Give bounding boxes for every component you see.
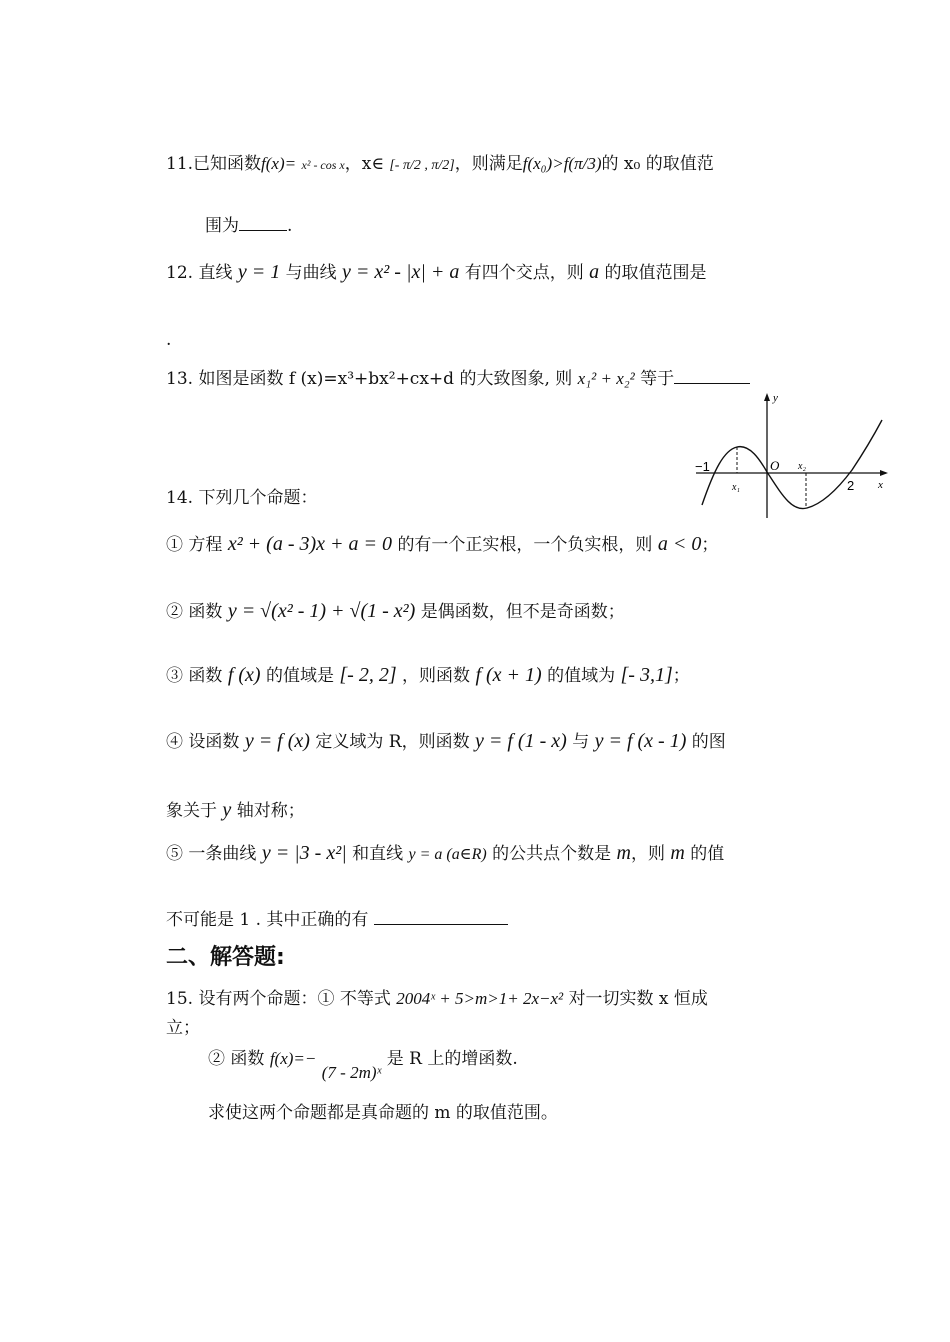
q14-p1-prefix: ① 方程 [166,535,223,555]
q12-var: a [589,261,600,283]
q11-line2 [205,218,292,235]
q14-p4-prefix: ④ 设函数 [166,732,240,752]
q14-p5-mid: 和直线 [352,844,404,864]
x-axis-label: x [878,479,883,491]
q14-p4-f3: y = f (x - 1) [594,730,687,752]
q15-ineq: 2004ˣ + 5>m>1+ 2x−x² [396,989,564,1008]
q14-p5 [166,843,724,863]
q14-p4-suffix: 的图 [691,732,726,752]
q14-p1-end: ； [701,535,719,555]
q14-p5-suffix: 的值 [690,844,725,864]
x-axis-arrow [880,470,888,476]
q12-suffix: 的取值范围是 [604,263,707,283]
q14-p5-prefix: ⑤ 一条曲线 [166,844,257,864]
q13-expr: x₁² + x₂² [577,369,635,388]
q12-prefix: 12. 直线 [166,263,233,283]
q14-p5-eq: y = |3 - x²| [261,842,347,864]
q14-p1-cond: a < 0 [657,533,702,555]
q11-cond: f(x₀)>f(π/3) [522,154,602,173]
q14-p5-m: m [616,842,631,864]
y-axis-label: y [773,392,778,404]
q12-mid: 与曲线 [285,263,337,283]
q14-p3-range2: [- 3,1] [620,664,673,686]
q14-p3-mid: 的值域是 [265,666,334,686]
q14-p4-mid: 定义域为 R，则函数 [315,732,470,752]
q15-p2-fx: f(x)=− [269,1049,317,1068]
q13-text: 13. 如图是函数 f (x)=x³+bx²+cx+d 的大致图象, 则 [166,369,573,389]
q11-answer-blank[interactable] [239,229,287,231]
q12-curve-eq: y = x² - |x| + a [342,261,460,283]
q11-expr: x² - cos x [301,158,345,172]
q11-end: . [287,216,293,236]
q15-p2-prefix: ② 函数 [208,1049,265,1069]
q14-p4-line2-a: 象关于 [166,801,217,821]
section2-heading: 二、解答题: [166,945,285,970]
q14-p5-eq2: y = a (a∈R) [408,846,487,863]
q15-line2: 立； [166,1018,200,1038]
q11-prefix: 11.已知函数 [166,154,262,174]
q11-line2-text: 围为 [205,216,239,236]
q14-p5-mid3: ，则 [630,844,665,864]
q13-line [166,370,750,388]
q14-p3-f: f (x) [227,664,261,686]
q14-p4-line2-b: 轴对称； [236,801,305,821]
q12-line-eq: y = 1 [237,261,281,283]
q14-p3-prefix: ③ 函数 [166,666,223,686]
label-neg1: −1 [695,459,710,474]
q14-p3-mid2: ，则函数 [402,666,471,686]
cubic-curve [702,420,882,509]
q14-p3 [166,665,690,685]
q14-p2-prefix: ② 函数 [166,602,223,622]
q12-line1 [166,262,707,282]
q14-answer-blank[interactable] [374,923,508,925]
q14-p4-mid2: 与 [572,732,590,752]
y-axis-arrow [764,393,770,401]
q14-p4 [166,731,726,751]
q15-line1-prefix: 15. 设有两个命题：① 不等式 [166,989,391,1009]
q14-p3-f2: f (x + 1) [475,664,542,686]
q14-p2-eq: y = √(x² - 1) + √(1 - x²) [227,600,416,622]
q12-line2 [166,332,171,349]
cubic-graph [692,390,892,520]
q14-p3-mid3: 的值域为 [547,666,616,686]
q14-p5-m2: m [670,842,685,864]
q11-domain-prefix: ，x∈ [344,154,384,174]
q14-p5-line2-text: 不可能是 1 . 其中正确的有 [166,910,369,930]
label-2: 2 [847,478,855,493]
q15-ask: 求使这两个命题都是真命题的 m 的取值范围。 [208,1103,558,1123]
q14-p1 [166,534,718,554]
q12-line2-text: . [166,330,172,350]
label-x1: x₁ [732,482,740,493]
q14-p5-mid2: 的公共点个数是 [492,844,612,864]
label-x2: x₂ [798,461,806,472]
q12-mid2: 有四个交点，则 [464,263,584,283]
q15-p2-base: (7 - 2m)ˣ [321,1063,382,1082]
q15-p2 [208,1049,518,1082]
q14-p4-line2-var: y [222,799,232,821]
q15-p2-suffix: 是 R 上的增函数. [386,1049,518,1069]
q14-p2-suffix: 是偶函数，但不是奇函数； [420,602,625,622]
q14-p3-range1: [- 2, 2] [339,664,397,686]
q14-p2 [166,601,625,621]
origin-label: O [770,458,780,473]
q14-title: 14. 下列几个命题： [166,488,318,508]
q14-p1-eq: x² + (a - 3)x + a = 0 [227,533,393,555]
q13-answer-blank[interactable] [674,382,750,384]
q11-line1 [166,155,714,173]
q14-p5-line2 [166,912,508,929]
q15-line1-suffix: 对一切实数 x 恒成 [568,989,708,1009]
q11-cond-prefix: ，则满足 [454,154,523,174]
q15-line1 [166,990,708,1008]
q11-suffix: 的 x₀ 的取值范 [601,154,714,174]
q13-suffix: 等于 [640,369,675,389]
q14-p4-line2 [166,800,305,820]
q14-p1-mid: 的有一个正实根，一个负实根，则 [397,535,653,555]
q11-interval: [- π/2 , π/2] [389,158,455,173]
q14-p4-f: y = f (x) [244,730,310,752]
q14-p3-end: ； [672,666,690,686]
q11-fx: f(x)= [261,154,297,173]
q14-p4-f2: y = f (1 - x) [474,730,567,752]
